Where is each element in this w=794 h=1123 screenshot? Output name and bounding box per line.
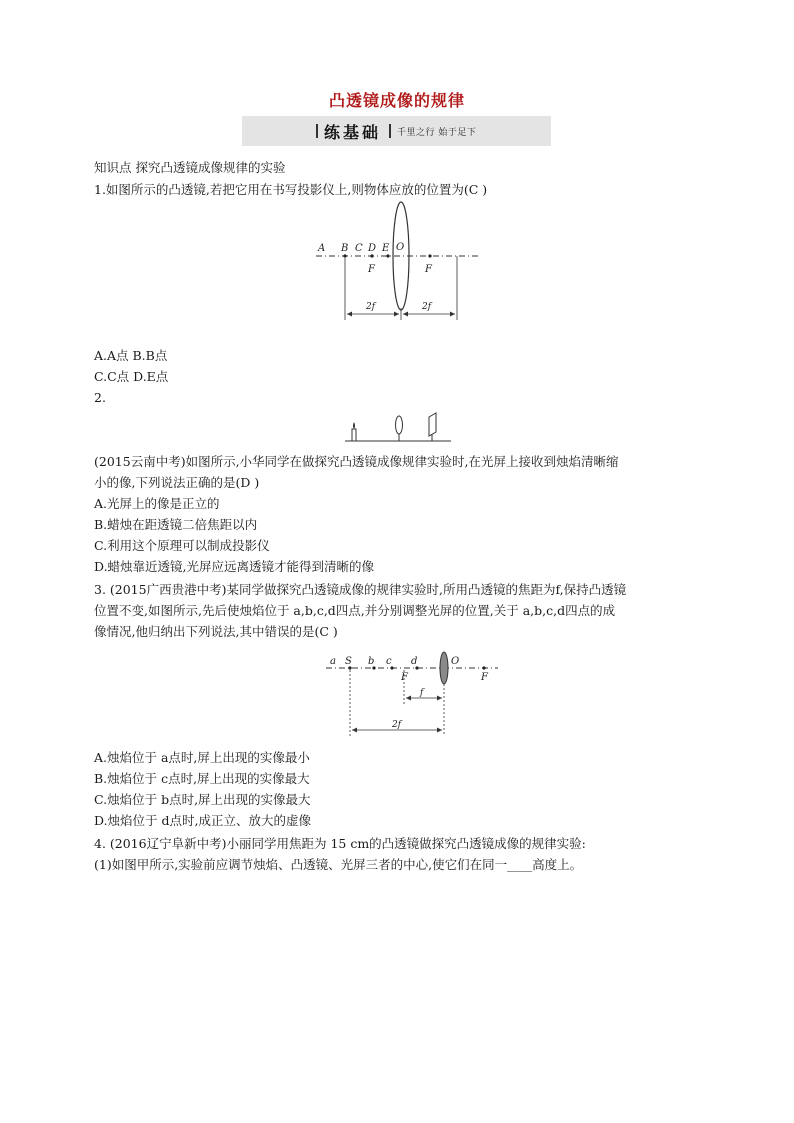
section-banner	[242, 116, 551, 146]
flame-icon	[353, 422, 355, 429]
q3-stem-line-2: 位置不变,如图所示,先后使烛焰位于 a,b,c,d四点,并分别调整光屏的位置,关于 a,b,c,d四点的成	[94, 603, 616, 618]
q2-option-d: D.蜡烛靠近透镜,光屏应远离透镜才能得到清晰的像	[94, 559, 375, 574]
q1-2f-left: 2f	[366, 302, 376, 312]
q3-stem-line-1: 3. (2015广西贵港中考)某同学做探究凸透镜成像的规律实验时,所用凸透镜的焦距为f,保持凸透镜	[94, 582, 627, 597]
q1-point-e: E	[382, 243, 390, 254]
q3-point-a: a	[330, 656, 336, 667]
q3-lens-figure	[324, 650, 504, 742]
q3-option-c: C.烛焰位于 b点时,屏上出现的实像最大	[94, 792, 311, 807]
lens-icon	[396, 416, 403, 434]
q1-stem: 1.如图所示的凸透镜,若把它用在书写投影仪上,则物体应放的位置为(C )	[94, 182, 488, 197]
q1-center-o: O	[396, 242, 405, 253]
candle-icon	[352, 429, 356, 441]
q3-point-s: S	[345, 656, 352, 667]
q2-option-c: C.利用这个原理可以制成投影仪	[94, 538, 270, 553]
q3-point-d: d	[411, 656, 418, 667]
q1-option-line-2: C.C点 D.E点	[94, 369, 169, 384]
q1-2f-right: 2f	[422, 302, 432, 312]
q1-point-d: D	[368, 243, 377, 254]
q3-2f-label: 2f	[392, 720, 402, 730]
q3-focus-left: F	[401, 672, 408, 683]
q1-point-c: C	[355, 243, 363, 254]
q3-stem-line-3: 像情况,他归纳出下列说法,其中错误的是(C )	[94, 624, 338, 639]
q1-focus-right: F	[425, 264, 432, 275]
banner-bar-left	[316, 124, 318, 138]
q2-number: 2.	[94, 390, 106, 405]
q3-f-label: f	[420, 688, 424, 698]
page-title: 凸透镜成像的规律	[328, 91, 465, 110]
q3-point-b: b	[368, 656, 375, 667]
q1-point-b: B	[341, 243, 349, 254]
q1-lens-figure	[310, 200, 490, 330]
q2-option-a: A.光屏上的像是正立的	[94, 496, 220, 511]
q1-option-line-1: A.A点 B.B点	[94, 348, 168, 363]
q2-stem-line-1: (2015云南中考)如图所示,小华同学在做探究凸透镜成像规律实验时,在光屏上接收到烛焰清晰缩	[94, 454, 619, 469]
banner-title: 练基础	[324, 123, 382, 142]
banner-bar-right	[389, 124, 391, 138]
q4-stem: 4. (2016辽宁阜新中考)小丽同学用焦距为 15 cm的凸透镜做探究凸透镜成像的规律实验:	[94, 836, 586, 851]
convex-lens-shaded	[440, 652, 448, 684]
q3-option-b: B.烛焰位于 c点时,屏上出现的实像最大	[94, 771, 310, 786]
q3-focus-right: F	[481, 672, 488, 683]
q4-part-1: (1)如图甲所示,实验前应调节烛焰、凸透镜、光屏三者的中心,使它们在同一____高度上。	[94, 857, 583, 872]
q2-option-b: B.蜡烛在距透镜二倍焦距以内	[94, 517, 258, 532]
q3-center-o: O	[451, 656, 460, 667]
q3-option-d: D.烛焰位于 d点时,成正立、放大的虚像	[94, 813, 311, 828]
q1-focus-left: F	[368, 264, 375, 275]
q2-bench-figure	[343, 409, 453, 445]
q3-point-c: c	[386, 656, 392, 667]
screen-icon	[429, 413, 436, 436]
q3-option-a: A.烛焰位于 a点时,屏上出现的实像最小	[94, 750, 310, 765]
q1-point-a: A	[318, 243, 326, 254]
banner-subtitle: 千里之行 始于足下	[397, 128, 477, 138]
knowledge-point: 知识点 探究凸透镜成像规律的实验	[94, 160, 286, 175]
q2-stem-line-2: 小的像,下列说法正确的是(D )	[94, 475, 260, 490]
